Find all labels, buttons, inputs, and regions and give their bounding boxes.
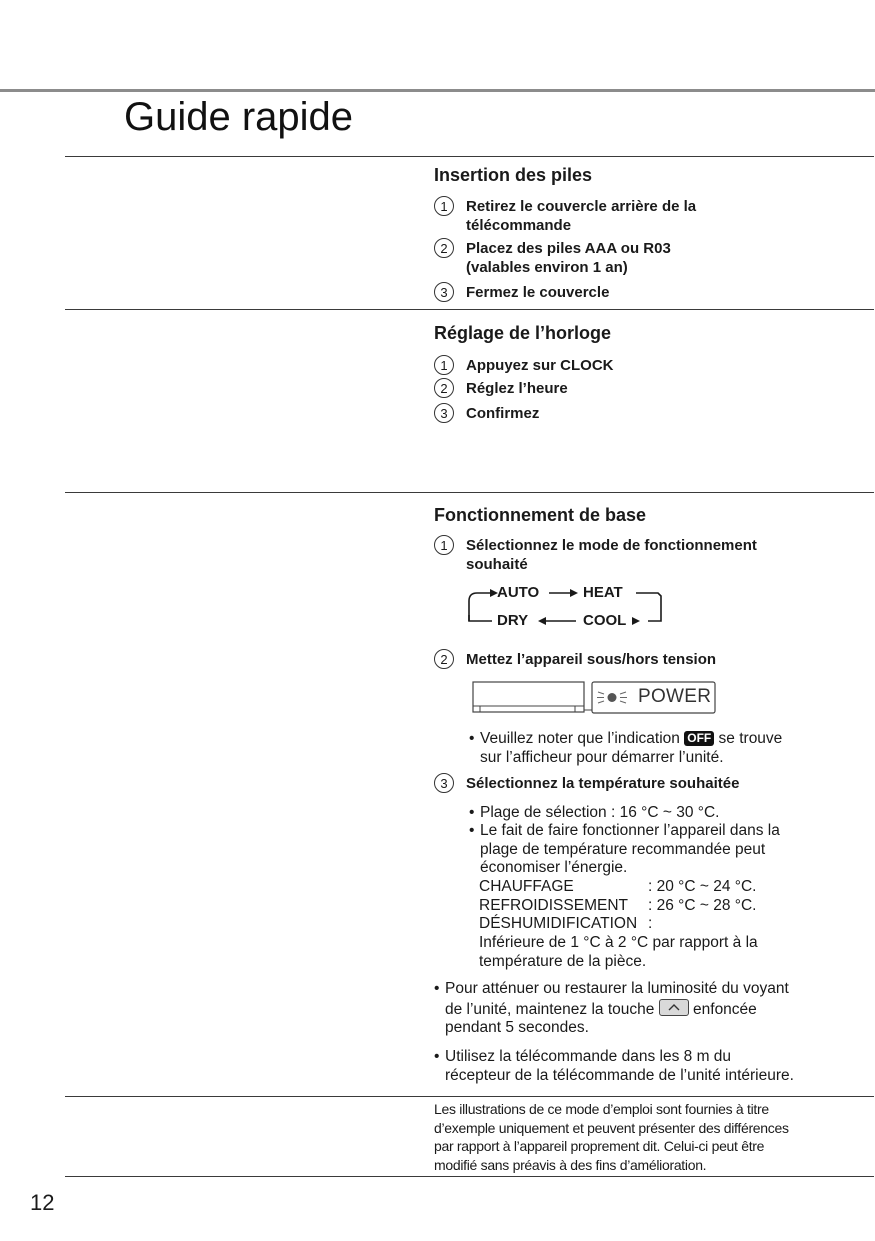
clock-step-2 — [434, 379, 568, 398]
recommend-note: • Le fait de faire fonctionner l’appareil dans la plage de température recommandée peut économiser l’énergie. — [469, 822, 780, 876]
top-rule — [0, 89, 875, 92]
cycle-line-left — [469, 593, 490, 621]
arrowhead-icon — [570, 589, 578, 597]
mode-dry: DRY — [497, 612, 529, 629]
row-dry-label: DÉSHUMIDIFICATION — [479, 915, 638, 932]
mode-cycle-diagram — [466, 580, 666, 630]
step-number: 1 — [434, 535, 454, 555]
step-text: Sélectionnez le mode de fonctionnement souhaité — [466, 537, 757, 573]
brightness-note-text: Pour atténuer ou restaurer la luminosité du voyant de l’unité, maintenez la touche — [445, 980, 789, 1018]
off-note-line2: sur l’afficheur pour démarrer l’unité. — [480, 748, 724, 766]
operation-step-3 — [434, 774, 739, 793]
section-divider — [65, 1096, 874, 1097]
section-divider — [65, 309, 874, 310]
clock-heading: Réglage de l’horloge — [434, 323, 612, 343]
mode-cool: COOL — [583, 612, 627, 629]
batteries-step-2 — [434, 239, 671, 277]
step-text: Retirez le couvercle arrière de la télécommande — [466, 198, 697, 234]
off-note: • Veuillez noter que l’indication OFF se trouve sur l’afficheur pour démarrer l’unité. — [469, 730, 783, 766]
mode-heat: HEAT — [583, 584, 623, 601]
step-number: 1 — [434, 196, 454, 216]
operation-heading: Fonctionnement de base — [434, 505, 647, 525]
step-number: 2 — [434, 649, 454, 669]
step-number: 2 — [434, 238, 454, 258]
step-number: 3 — [434, 282, 454, 302]
batteries-step-1 — [434, 197, 696, 235]
section-divider — [65, 156, 874, 157]
step-text: Sélectionnez la température souhaitée — [466, 775, 740, 792]
step-text: Confirmez — [466, 405, 540, 422]
power-led-icon — [597, 692, 627, 703]
range-note-text: Plage de sélection : 16 °C ~ 30 °C. — [480, 804, 720, 821]
step-number: 3 — [434, 403, 454, 423]
step-text: Réglez l’heure — [466, 380, 568, 397]
power-label: POWER — [638, 686, 712, 707]
disclaimer-note: Les illustrations de ce mode d’emploi sont fournies à titre d’exemple uniquement et peuvent présenter des différences par rapport à l’appareil proprement dit. Celui-ci peut être modifié sans préavis à des fins d’amélioration. — [434, 1101, 789, 1173]
off-note-text: Veuillez noter que l’indication — [480, 730, 680, 747]
brightness-key-icon — [659, 999, 689, 1016]
step-number: 3 — [434, 773, 454, 793]
clock-step-1 — [434, 356, 614, 375]
page-number: 12 — [30, 1190, 55, 1215]
row-cooling-label: REFROIDISSEMENT — [479, 897, 628, 914]
range-use-note-text: Utilisez la télécommande dans les 8 m du récepteur de la télécommande de l’unité intérieure. — [445, 1048, 794, 1084]
operation-step-2 — [434, 650, 716, 669]
mode-auto: AUTO — [497, 584, 540, 601]
cycle-line-bottom-left — [469, 615, 492, 621]
section-divider — [65, 492, 874, 493]
arrowhead-icon — [632, 617, 640, 625]
page-title: Guide rapide — [124, 95, 354, 139]
clock-step-3 — [434, 404, 539, 423]
cycle-line-right — [636, 593, 661, 621]
off-indicator-icon: OFF — [684, 731, 714, 746]
section-divider — [65, 1176, 874, 1177]
dry-detail: Inférieure de 1 °C à 2 °C par rapport à la température de la pièce. — [479, 934, 758, 970]
step-text: Mettez l’appareil sous/hors tension — [466, 651, 717, 668]
step-text: Placez des piles AAA ou R03 (valables environ 1 an) — [466, 240, 671, 276]
range-note: • Plage de sélection : 16 °C ~ 30 °C. — [469, 804, 720, 821]
step-text: Appuyez sur CLOCK — [466, 357, 614, 374]
off-note-text-2: se trouve — [718, 730, 783, 747]
row-cooling-value: : 26 °C ~ 28 °C. — [648, 897, 757, 914]
batteries-step-3 — [434, 283, 609, 302]
row-dry-value: : — [648, 915, 653, 932]
row-heating-value: : 20 °C ~ 24 °C. — [648, 878, 757, 895]
step-number: 2 — [434, 378, 454, 398]
arrowhead-icon — [538, 617, 546, 625]
brightness-note-text-2: enfoncée — [693, 1000, 757, 1018]
operation-step-1 — [434, 536, 757, 574]
row-heating-label: CHAUFFAGE — [479, 878, 574, 895]
range-use-note: • Utilisez la télécommande dans les 8 m du récepteur de la télécommande de l’unité intérieure. — [434, 1048, 794, 1084]
brightness-note: • Pour atténuer ou restaurer la luminosité du voyant de l’unité, maintenez la touche enfoncée pendant 5 secondes. — [434, 980, 789, 1036]
step-number: 1 — [434, 355, 454, 375]
step-text: Fermez le couvercle — [466, 284, 610, 301]
batteries-heading: Insertion des piles — [434, 165, 593, 185]
brightness-note-line3: pendant 5 secondes. — [445, 1019, 589, 1036]
recommend-note-text: Le fait de faire fonctionner l’appareil dans la plage de température recommandée peut économiser l’énergie. — [480, 822, 780, 876]
